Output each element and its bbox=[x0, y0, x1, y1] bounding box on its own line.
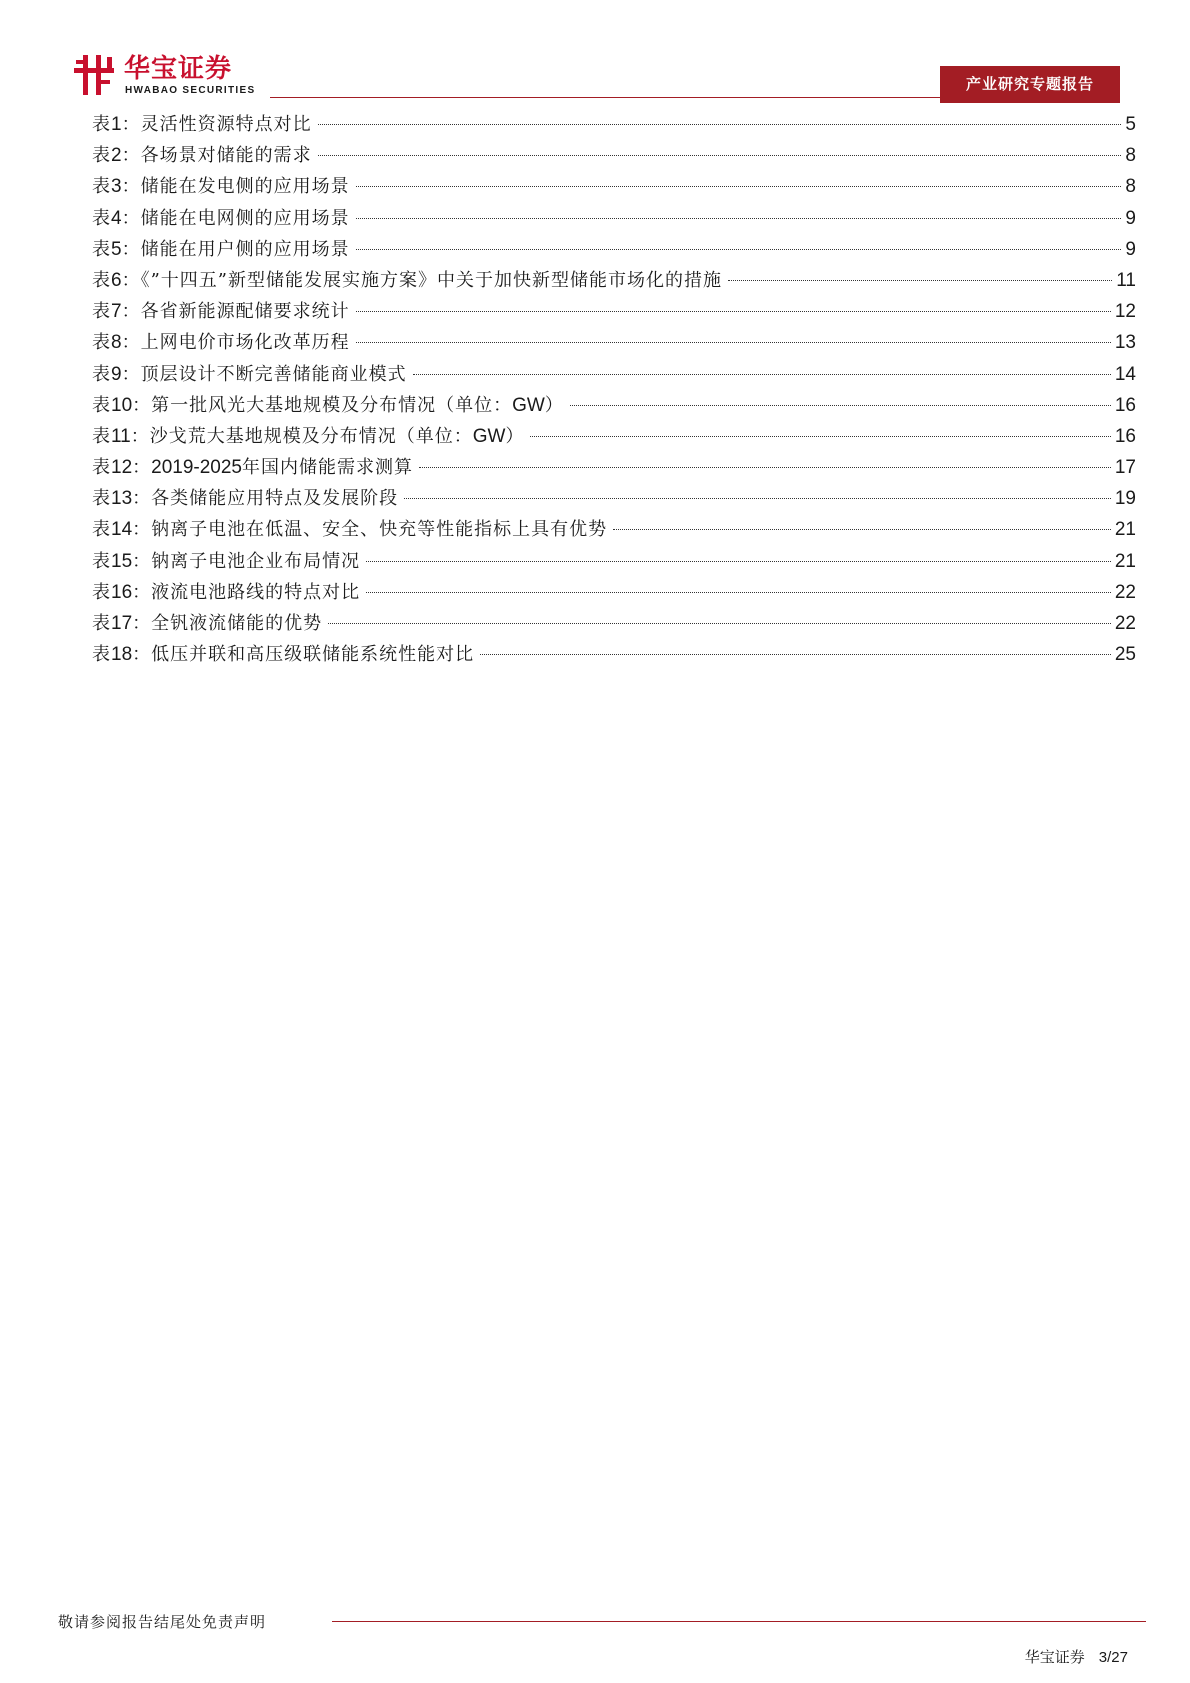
table-of-contents bbox=[92, 109, 1136, 670]
toc-entry-number: 11 bbox=[111, 425, 131, 447]
toc-entry-number: 15 bbox=[111, 550, 133, 572]
toc-entry-separator: ： bbox=[132, 394, 152, 416]
toc-entry-separator: ： bbox=[121, 207, 141, 229]
toc-entry[interactable] bbox=[92, 327, 1136, 358]
toc-entry-separator: ： bbox=[132, 488, 152, 510]
toc-entry[interactable] bbox=[92, 514, 1136, 545]
toc-entry-number: 5 bbox=[111, 238, 122, 260]
toc-entry-prefix: 表 bbox=[92, 581, 111, 603]
toc-entry-title: 钠离子电池企业布局情况 bbox=[151, 550, 361, 572]
toc-entry-page: 11 bbox=[1116, 269, 1136, 291]
toc-dot-leader bbox=[356, 186, 1122, 187]
toc-entry-label bbox=[92, 514, 607, 545]
toc-entry-prefix: 表 bbox=[92, 613, 111, 634]
toc-entry-page: 19 bbox=[1114, 488, 1136, 510]
toc-entry-title: 储能在发电侧的应用场景 bbox=[140, 176, 350, 198]
hwabao-logo-icon bbox=[72, 52, 118, 98]
toc-entry-separator: ： bbox=[132, 613, 152, 634]
toc-entry-title: 2019-2025年国内储能需求测算 bbox=[151, 457, 414, 479]
toc-entry-separator: ： bbox=[132, 457, 152, 479]
page-number: 3/27 bbox=[1098, 1649, 1128, 1666]
toc-entry[interactable] bbox=[92, 234, 1136, 265]
toc-entry-prefix: 表 bbox=[92, 550, 111, 572]
toc-entry-number: 4 bbox=[111, 207, 122, 229]
toc-entry[interactable] bbox=[92, 421, 1136, 452]
toc-entry-label bbox=[92, 639, 474, 670]
toc-entry-number: 16 bbox=[111, 581, 133, 603]
toc-entry[interactable] bbox=[92, 577, 1136, 608]
toc-entry-number: 13 bbox=[111, 488, 133, 510]
toc-entry-number: 9 bbox=[111, 363, 122, 385]
toc-entry-page: 14 bbox=[1114, 363, 1136, 385]
toc-entry-separator: ： bbox=[121, 332, 141, 354]
toc-entry-page: 16 bbox=[1114, 394, 1136, 416]
toc-entry-page: 8 bbox=[1125, 176, 1136, 198]
toc-dot-leader bbox=[419, 467, 1111, 468]
toc-entry-title: 顶层设计不断完善储能商业模式 bbox=[140, 363, 407, 385]
toc-entry-prefix: 表 bbox=[92, 363, 111, 385]
toc-entry-prefix: 表 bbox=[92, 301, 111, 323]
toc-dot-leader bbox=[480, 654, 1111, 655]
toc-dot-leader bbox=[356, 311, 1111, 312]
toc-entry-page: 9 bbox=[1125, 207, 1136, 229]
toc-entry-prefix: 表 bbox=[92, 238, 111, 260]
toc-entry-prefix: 表 bbox=[92, 269, 111, 291]
toc-entry[interactable] bbox=[92, 296, 1136, 327]
toc-entry-page: 21 bbox=[1114, 550, 1136, 572]
toc-entry-title: 第一批风光大基地规模及分布情况（单位：GW） bbox=[151, 394, 564, 416]
toc-entry-label bbox=[92, 234, 350, 265]
toc-entry-page: 8 bbox=[1125, 145, 1136, 167]
toc-entry-number: 3 bbox=[111, 176, 122, 198]
toc-entry-title: 各类储能应用特点及发展阶段 bbox=[151, 488, 399, 510]
toc-entry-title: 沙戈荒大基地规模及分布情况（单位：GW） bbox=[149, 425, 525, 447]
toc-entry-separator: ： bbox=[121, 145, 141, 167]
logo-english-name: HWABAO SECURITIES bbox=[125, 85, 256, 96]
toc-entry-separator: ： bbox=[121, 114, 141, 135]
toc-entry-prefix: 表 bbox=[92, 332, 111, 354]
toc-dot-leader bbox=[728, 280, 1112, 281]
toc-entry-title: 全钒液流储能的优势 bbox=[151, 613, 323, 634]
toc-dot-leader bbox=[366, 561, 1111, 562]
toc-entry-title: 储能在用户侧的应用场景 bbox=[140, 238, 350, 260]
toc-entry-page: 9 bbox=[1125, 238, 1136, 260]
toc-entry-separator: ： bbox=[121, 176, 141, 198]
toc-entry-title: 储能在电网侧的应用场景 bbox=[140, 207, 350, 229]
toc-entry[interactable] bbox=[92, 390, 1136, 421]
toc-entry-separator: ： bbox=[132, 644, 152, 666]
toc-dot-leader bbox=[356, 342, 1111, 343]
toc-entry[interactable] bbox=[92, 359, 1136, 390]
toc-entry-separator: ： bbox=[121, 238, 141, 260]
toc-entry-prefix: 表 bbox=[92, 207, 111, 229]
toc-entry-label bbox=[92, 327, 350, 358]
toc-entry-page: 16 bbox=[1114, 425, 1136, 447]
toc-dot-leader bbox=[328, 623, 1111, 624]
toc-entry[interactable] bbox=[92, 452, 1136, 483]
toc-entry-page: 21 bbox=[1114, 519, 1136, 541]
toc-entry-title: 《”十四五”新型储能发展实施方案》中关于加快新型储能市场化的措施 bbox=[140, 269, 722, 291]
toc-entry-label bbox=[92, 359, 407, 390]
toc-dot-leader bbox=[570, 405, 1111, 406]
toc-entry-prefix: 表 bbox=[92, 644, 111, 666]
toc-entry-page: 22 bbox=[1114, 581, 1136, 603]
toc-entry-page: 17 bbox=[1114, 457, 1136, 479]
toc-entry[interactable] bbox=[92, 546, 1136, 577]
toc-dot-leader bbox=[318, 155, 1122, 156]
toc-entry-label bbox=[92, 421, 524, 452]
toc-entry-separator: ： bbox=[132, 519, 152, 541]
toc-dot-leader bbox=[356, 249, 1122, 250]
toc-entry-number: 1 bbox=[111, 114, 122, 135]
toc-entry[interactable] bbox=[92, 171, 1136, 202]
header-divider bbox=[270, 97, 940, 98]
footer-divider bbox=[332, 1621, 1146, 1622]
toc-entry-label bbox=[92, 546, 360, 577]
toc-entry-prefix: 表 bbox=[92, 457, 111, 479]
toc-entry-label bbox=[92, 171, 350, 202]
toc-entry-label bbox=[92, 483, 398, 514]
toc-entry-page: 5 bbox=[1125, 114, 1136, 135]
toc-entry-separator: ： bbox=[121, 301, 141, 323]
toc-dot-leader bbox=[366, 592, 1111, 593]
toc-entry-label bbox=[92, 452, 413, 483]
toc-dot-leader bbox=[404, 498, 1111, 499]
toc-entry-number: 10 bbox=[111, 394, 133, 416]
toc-entry-title: 灵活性资源特点对比 bbox=[140, 114, 312, 135]
footer-company: 华宝证券 bbox=[1024, 1648, 1085, 1666]
toc-entry-prefix: 表 bbox=[92, 145, 111, 167]
toc-entry[interactable] bbox=[92, 639, 1136, 670]
toc-entry[interactable] bbox=[92, 265, 1136, 296]
company-logo bbox=[72, 52, 282, 98]
toc-entry-number: 8 bbox=[111, 332, 122, 354]
toc-entry-number: 14 bbox=[111, 519, 133, 541]
toc-entry-label bbox=[92, 608, 322, 639]
toc-entry[interactable] bbox=[92, 140, 1136, 171]
toc-entry-label bbox=[92, 390, 564, 421]
report-type-badge: 产业研究专题报告 bbox=[940, 66, 1120, 103]
toc-dot-leader bbox=[356, 218, 1122, 219]
toc-entry-separator: ： bbox=[132, 581, 152, 603]
toc-entry-number: 7 bbox=[111, 301, 122, 323]
toc-entry-label bbox=[92, 265, 722, 296]
toc-entry[interactable] bbox=[92, 109, 1136, 140]
toc-entry-title: 低压并联和高压级联储能系统性能对比 bbox=[151, 644, 475, 666]
toc-entry-title: 液流电池路线的特点对比 bbox=[151, 581, 361, 603]
toc-entry-title: 上网电价市场化改革历程 bbox=[140, 332, 350, 354]
toc-dot-leader bbox=[530, 436, 1110, 437]
toc-entry-title: 各省新能源配储要求统计 bbox=[140, 301, 350, 323]
toc-entry-page: 13 bbox=[1114, 332, 1136, 354]
toc-entry-number: 18 bbox=[111, 644, 133, 666]
toc-entry-prefix: 表 bbox=[92, 176, 111, 198]
toc-entry-prefix: 表 bbox=[92, 488, 111, 510]
toc-dot-leader bbox=[318, 124, 1122, 125]
toc-entry-separator: ： bbox=[130, 425, 150, 447]
logo-chinese-name: 华宝证券 bbox=[124, 54, 233, 84]
toc-entry-label bbox=[92, 109, 312, 140]
toc-entry-separator: ： bbox=[132, 550, 152, 572]
toc-entry-page: 22 bbox=[1114, 613, 1136, 634]
toc-entry-separator: ： bbox=[121, 269, 141, 291]
disclaimer-note: 敬请参阅报告结尾处免责声明 bbox=[58, 1613, 267, 1631]
toc-entry-page: 12 bbox=[1114, 301, 1136, 323]
toc-entry-label bbox=[92, 577, 360, 608]
toc-entry-label bbox=[92, 140, 312, 171]
toc-entry-separator: ： bbox=[121, 363, 141, 385]
toc-dot-leader bbox=[613, 529, 1111, 530]
toc-entry[interactable] bbox=[92, 203, 1136, 234]
toc-entry-label bbox=[92, 203, 350, 234]
toc-entry-number: 17 bbox=[111, 613, 133, 634]
toc-entry-prefix: 表 bbox=[92, 519, 111, 541]
toc-entry-title: 各场景对储能的需求 bbox=[140, 145, 312, 167]
toc-entry-prefix: 表 bbox=[92, 425, 111, 447]
toc-entry-prefix: 表 bbox=[92, 114, 111, 135]
toc-entry-title: 钠离子电池在低温、安全、快充等性能指标上具有优势 bbox=[151, 519, 608, 541]
toc-entry-number: 2 bbox=[111, 145, 122, 167]
toc-entry[interactable] bbox=[92, 483, 1136, 514]
toc-dot-leader bbox=[413, 374, 1111, 375]
toc-entry-number: 6 bbox=[111, 269, 122, 291]
toc-entry-label bbox=[92, 296, 350, 327]
footer-page-info bbox=[1025, 1646, 1128, 1667]
toc-entry-number: 12 bbox=[111, 457, 133, 479]
toc-entry-prefix: 表 bbox=[92, 394, 111, 416]
toc-entry[interactable] bbox=[92, 608, 1136, 639]
toc-entry-page: 25 bbox=[1114, 644, 1136, 666]
